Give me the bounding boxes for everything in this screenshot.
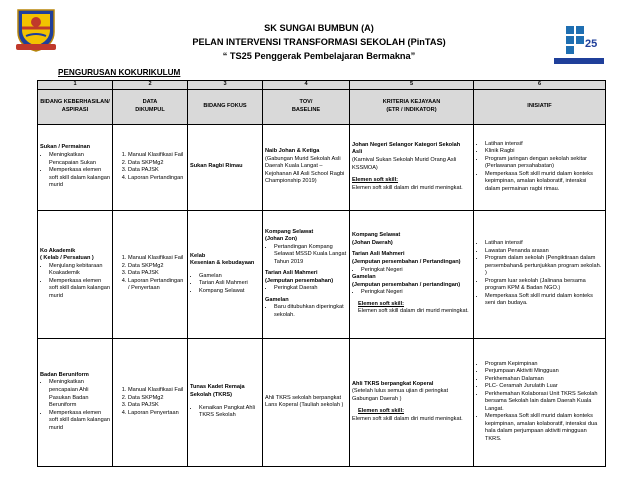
list-item: • Pertandingan Kompang Selawat MSSD Kuala Langat Tahun 2019 [274,244,347,267]
list-item: • PLC- Ceramah Jurulatih Luar [485,383,603,391]
list-item: • Klinik Ragbi [485,148,603,156]
aspirasi-cell [38,338,113,466]
kriteria-title: Kompang Selawat [352,232,401,239]
tov-title: Kompang Selawat [265,228,314,235]
list-item: • Baru ditubuhkan diperingkat sekolah. [274,304,347,319]
aspirasi-title: Sukan / Permainan [40,144,91,151]
inisiatif-cell [474,124,606,210]
tov-text: Ahli TKRS sekolah berpangkat Lans Koperal (Tauliah sekolah ) [265,394,344,409]
list-item: • Memperkasa Soft skill murid dalam konteks kepimpinan, amalan kolaboratif, interaksi dalam permainan ragbi rimau. [485,171,603,194]
list-item: • Peringkat Daerah [274,285,347,293]
list-item: • Meningkatkan Pencapaian Sukan [49,152,110,167]
list-item: • Menjulang kebitaraan Koakademik [49,263,110,278]
kriteria-cell [350,210,474,338]
list-item: • Perkhemahan Dalaman [485,376,603,384]
list-item: • Program dalam sekolah (Pengiktiraan dalam persembahan& pertunjukkan program sekolah. ) [485,255,603,278]
kriteria-cell [350,124,474,210]
list-item: • Memperkasa elemen soft skill dalam kalangan murid [49,278,110,301]
list-item: 1. Manual Klasifikasi Fail [128,152,185,160]
aspirasi-title: Badan Beruniform [40,371,89,378]
list-item: 4. Laporan Pertandingan / Penyertaan [128,278,185,293]
soft-skill-text: Elemen soft skill dalam diri murid meningkat. [352,184,463,191]
data-cell [113,338,188,466]
tov-cell [263,338,350,466]
list-item: • Memperkasa elemen soft skill dalam kalangan murid [49,410,110,433]
tov-subtitle: (Jemputan persembahan) [265,277,334,284]
list-item: 2. Data SKPMg2 [128,395,185,403]
list-item: 3. Data PAJSK [128,402,185,410]
column-header-line: DIKUMPUL [135,106,165,113]
list-item: 3. Data PAJSK [128,167,185,175]
column-header [38,89,113,124]
section-title: PENGURUSAN KOKURIKULUM [58,68,181,77]
fokus-title: Sukan Ragbi Rimau [190,163,243,170]
soft-skill-title: Elemen soft skill: [358,300,405,307]
kriteria-title: Gamelan [352,274,376,281]
list-item: • Kompang Selawat [199,288,260,296]
list-item: 1. Manual Klasifikasi Fail [128,255,185,263]
aspirasi-subtitle: ( Kelab / Persatuan ) [40,255,94,262]
list-item: 2. Data SKPMg2 [128,263,185,271]
list-item: • Program luar sekolah (Jalinana bersama program KPM & Badan NGO.) [485,278,603,293]
aspirasi-cell [38,124,113,210]
column-header [113,89,188,124]
table-row [38,210,606,338]
list-item: • Memperkasa Soft skill murid dalam konteks kepimpinan, amalan kolaboratif, interaksi dua hala dalam perjumpaan aktiviti mingguan TKRS. [485,413,603,443]
list-item: 2. Data SKPMg2 [128,160,185,168]
column-number-row [38,81,606,90]
list-item: • Perkhemahan Kolaborasi Unit TKRS Sekolah bersama Sekolah lain dalam Daerah Kuala Langat. [485,391,603,414]
inisiatif-cell [474,338,606,466]
aspirasi-title: Ko Akademik [40,247,76,254]
school-name: SK SUNGAI BUMBUN (A) [264,23,374,33]
list-item: • Latihan intensif [485,141,603,149]
kriteria-subtitle: (Johan Daerah) [352,239,393,246]
table-row [38,338,606,466]
list-item: • Kenaikan Pangkat Ahli TKRS Sekolah [199,405,260,420]
data-cell [113,210,188,338]
program-title: PELAN INTERVENSI TRANSFORMASI SEKOLAH (PinTAS) [192,37,446,47]
column-header [188,89,263,124]
column-header [474,89,606,124]
column-header [263,89,350,124]
list-item: 4. Laporan Pertandingan [128,175,185,183]
kriteria-title: Ahli TKRS berpangkat Koperal [352,380,434,387]
kriteria-text: (Setelah lulus semua ujian di peringkat Gabungan Daerah ) [352,388,449,402]
tov-subtitle: (Johan Zon) [265,236,298,243]
kriteria-subtitle: (Jemputan persembahan / pertandingan) [352,281,461,288]
list-item: • Memperkasa Soft skill murid dalam konteks seni dan budaya. [485,293,603,308]
soft-skill-title: Elemen soft skill: [358,408,405,415]
list-item: • Peringkat Negeri [361,267,471,275]
kriteria-title: Tarian Asli Mahmeri [352,251,405,258]
soft-skill-text: Elemen soft skill dalam diri murid meningkat. [358,308,469,315]
list-item: • Tarian Asli Mahmeri [199,280,260,288]
column-number: 6 [474,81,606,90]
list-item: 1. Manual Klasifikasi Fail [128,387,185,395]
column-number: 3 [188,81,263,90]
list-item: 4. Laporan Penyertaan [128,410,185,418]
column-number: 4 [263,81,350,90]
list-item: • Peringkat Negeri [361,289,471,297]
column-header [350,89,474,124]
list-item: • Meningkatkan pencapaian Ahli Pasukan Badan Beruniform [49,379,110,409]
column-header-line: DATA [142,99,158,105]
fokus-cell [188,124,263,210]
column-header-line: BIDANG KEBERHASILAN/ [40,99,110,105]
fokus-cell [188,338,263,466]
pintas-table [37,80,606,467]
column-header-line: TOV/ [299,99,313,105]
soft-skill-text: Elemen soft skill dalam diri murid meningkat. [352,415,463,422]
column-header-line: BASELINE [291,106,321,113]
fokus-cell [188,210,263,338]
list-item: • Memperkasa elemen soft skill dalam kalangan murid [49,167,110,190]
kriteria-cell [350,338,474,466]
inisiatif-cell [474,210,606,338]
column-number: 2 [113,81,188,90]
soft-skill-title: Elemen soft skill: [352,177,399,184]
column-number: 1 [38,81,113,90]
tov-title: Naib Johan & Ketiga [265,148,320,155]
tov-text: (Gabungan Murid Sekolah Asli Daerah Kuala Langat – Kejohanan All Asli School Ragbi Championship 2019) [265,155,345,185]
data-cell [113,124,188,210]
list-item: 3. Data PAJSK [128,270,185,278]
tov-cell [263,210,350,338]
column-header-line: BIDANG FOKUS [203,102,247,109]
list-item: • Perjumpaan Aktiviti Mingguan [485,368,603,376]
list-item: • Program Kepimpinan [485,361,603,369]
list-item: • Lawatan Penanda arasan [485,248,603,256]
column-header-line: (ETR / INDIKATOR) [386,106,437,113]
kriteria-title: Johan Negeri Selangor Kategori Sekolah Asli [352,141,461,156]
column-number: 5 [350,81,474,90]
column-header-line: ASPIRASI [61,106,89,113]
tov-title: Tarian Asli Mahmeri [265,270,318,277]
aspirasi-cell [38,210,113,338]
kriteria-subtitle: (Jemputan persembahan / Pertandingan) [352,258,461,265]
column-header-line: INISIATIF [527,102,552,109]
fokus-title: Kelab [190,252,206,259]
list-item: • Program jaringan dengan sekolah sekitar (Perlawanan persahabatan) [485,156,603,171]
tov-title: Gamelan [265,296,289,303]
tov-cell [263,124,350,210]
kriteria-text: (Karnival Sukan Sekolah Murid Orang Asli KSSMOA) [352,157,457,171]
ts25-logo-text: 25 [585,38,598,50]
fokus-subtitle: Kesenian & kebudayaan [190,260,255,267]
program-theme: “ TS25 Penggerak Pembelajaran Bermakna” [222,51,416,61]
list-item: • Latihan intensif [485,240,603,248]
column-header-line: KRITERIA KEJAYAAN [382,99,441,105]
table-row [38,124,606,210]
header-row [38,89,606,124]
list-item: • Gamelan [199,273,260,281]
fokus-title: Tunas Kadet Remaja Sekolah (TKRS) [190,384,245,398]
